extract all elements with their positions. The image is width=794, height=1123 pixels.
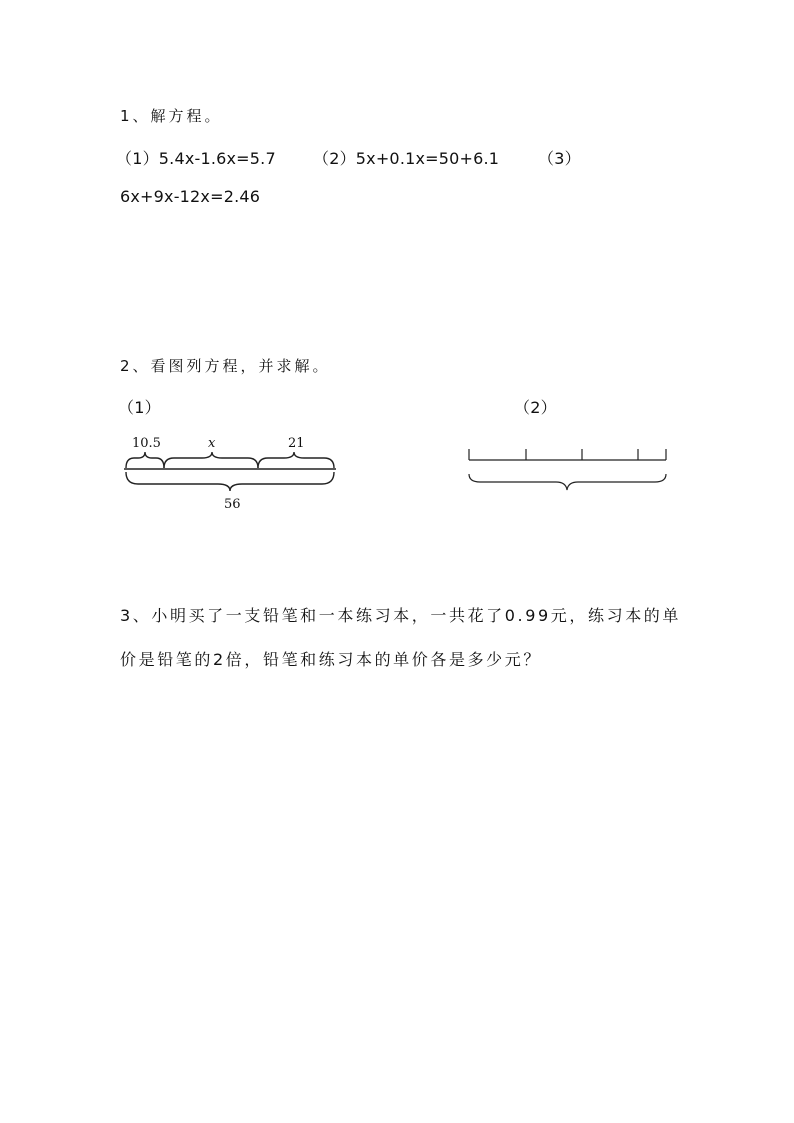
q1-equation-3-label: （3） [538, 149, 581, 168]
q1-title: 1、解方程。 [120, 107, 223, 125]
q2-diagram-2 [462, 440, 674, 496]
q1-equation-2: （2）5x+0.1x=50+6.1 [313, 149, 500, 168]
q2-part1-label: （1） [118, 398, 161, 417]
q1-equation-3: 6x+9x-12x=2.46 [120, 187, 261, 206]
diagram1-label-56: 56 [224, 497, 241, 512]
diagram1-brace-seg1 [126, 452, 164, 468]
diagram1-brace-total [126, 472, 334, 491]
diagram1-brace-seg3 [258, 452, 334, 468]
diagram1-label-21: 21 [288, 436, 305, 451]
q3-line-2: 价是铅笔的2倍，铅笔和练习本的单价各是多少元？ [120, 650, 542, 669]
q1-equation-1: （1）5.4x-1.6x=5.7 [116, 149, 276, 168]
diagram2-brace [469, 474, 666, 490]
diagram1-label-x: x [208, 436, 216, 451]
q3-line-1: 3、小明买了一支铅笔和一本练习本，一共花了0.99元，练习本的单 [120, 606, 682, 625]
q2-title: 2、看图列方程，并求解。 [120, 357, 331, 375]
diagram1-brace-seg2 [164, 452, 258, 468]
q2-diagram-1 [118, 428, 343, 518]
diagram1-label-10-5: 10.5 [132, 436, 161, 451]
q2-part2-label: （2） [514, 398, 557, 417]
